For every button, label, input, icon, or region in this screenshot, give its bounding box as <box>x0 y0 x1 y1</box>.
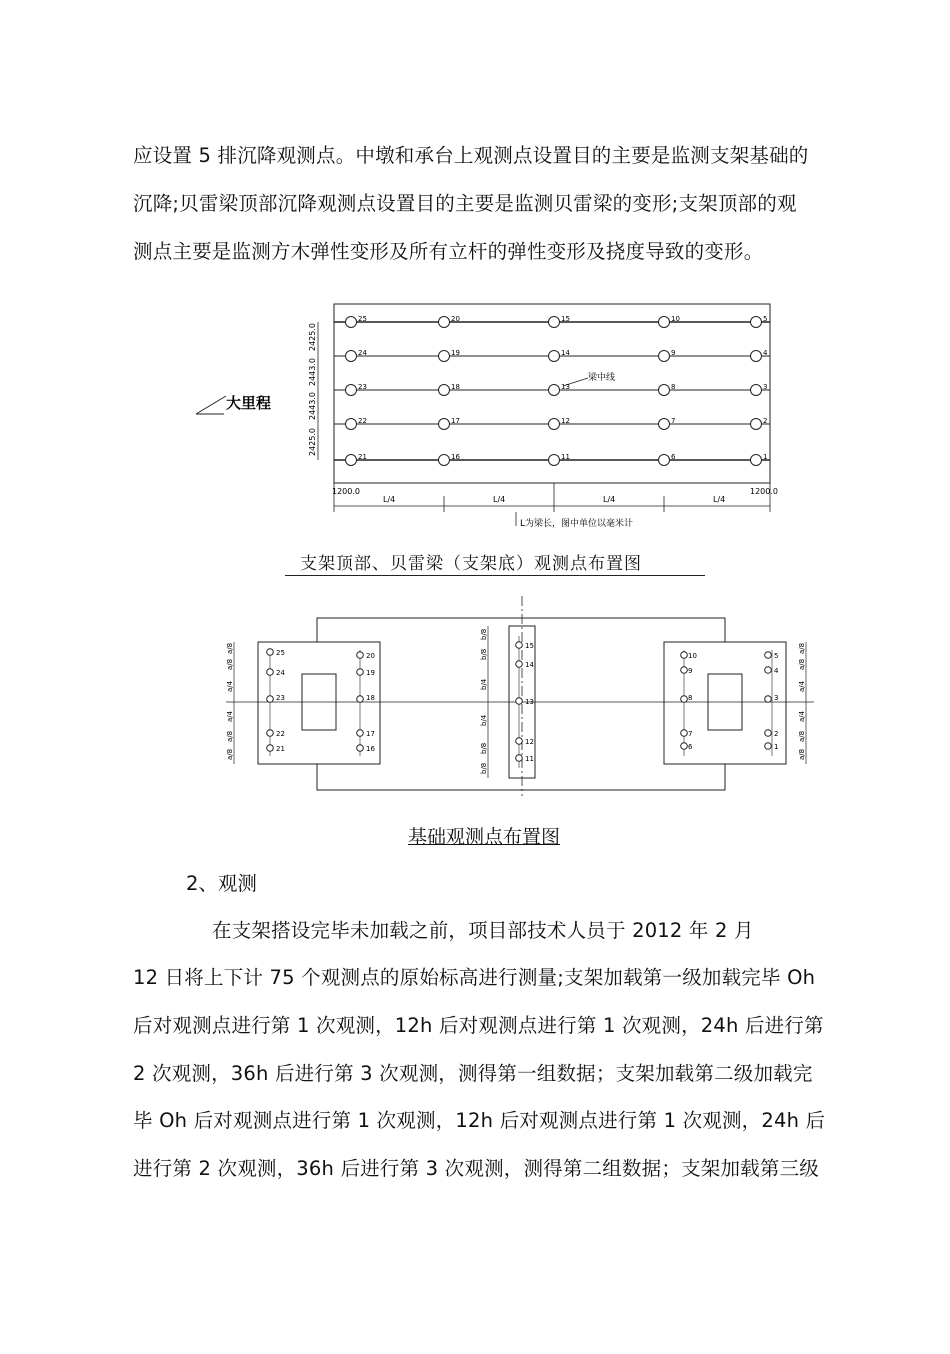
observation-point <box>346 351 357 362</box>
observation-point <box>439 317 450 328</box>
point-number: 20 <box>451 315 460 323</box>
point-number: 9 <box>688 667 693 675</box>
point-number: 7 <box>671 417 676 425</box>
point-number: 8 <box>688 694 693 702</box>
observation-point <box>659 317 670 328</box>
dim-a-right: a/8 <box>798 658 806 670</box>
observation-point <box>516 698 523 705</box>
point-number: 16 <box>366 745 375 753</box>
dim-a-right: a/4 <box>798 710 806 722</box>
figure-2-caption: 基础观测点布置图 <box>408 826 561 848</box>
point-number: 18 <box>366 694 375 702</box>
observation-point <box>357 696 364 703</box>
dim-a-right: a/8 <box>798 642 806 654</box>
observation-point <box>357 652 364 659</box>
observation-point <box>751 351 762 362</box>
point-number: 19 <box>366 669 375 677</box>
observation-point <box>346 317 357 328</box>
dim-a: a/8 <box>226 658 234 670</box>
observation-point <box>549 385 560 396</box>
observation-point <box>549 317 560 328</box>
row-spacing-1: 2425.0 <box>308 323 317 351</box>
dim-a: a/8 <box>226 730 234 742</box>
point-number: 15 <box>561 315 570 323</box>
point-number: 15 <box>525 642 534 650</box>
point-number: 1 <box>774 743 779 751</box>
body-line-1: 在支架搭设完毕未加载之前，项目部技术人员于 2012 年 2 月 <box>212 919 754 942</box>
observation-point <box>659 455 670 466</box>
observation-point <box>357 669 364 676</box>
point-number: 25 <box>276 649 285 657</box>
body-line-3: 后对观测点进行第 1 次观测，12h 后对观测点进行第 1 次观测，24h 后进行第 <box>133 1014 824 1037</box>
observation-point <box>516 642 523 649</box>
observation-point <box>439 351 450 362</box>
point-row-4 <box>346 417 768 430</box>
point-number: 2 <box>774 730 779 738</box>
point-number: 5 <box>774 652 779 660</box>
point-row-2 <box>346 349 769 362</box>
observation-point <box>516 661 523 668</box>
observation-point <box>681 696 688 703</box>
observation-point <box>516 738 523 745</box>
centerline-label: 梁中线 <box>588 373 616 383</box>
point-number: 9 <box>671 349 676 357</box>
observation-point <box>267 730 274 737</box>
direction-label: 大里程 <box>226 394 272 412</box>
observation-point <box>659 385 670 396</box>
body-line-2: 12 日将上下计 75 个观测点的原始标高进行测量;支架加载第一级加载完毕 Oh <box>133 966 816 989</box>
point-number: 21 <box>358 453 367 461</box>
dim-b: b/8 <box>480 762 488 774</box>
segment-label: L/4 <box>493 495 506 504</box>
observation-point <box>357 745 364 752</box>
point-number: 16 <box>451 453 460 461</box>
dim-b: b/8 <box>480 648 488 660</box>
dim-a-right: a/8 <box>798 730 806 742</box>
intro-line-3: 测点主要是监测方木弹性变形及所有立杆的弹性变形及挠度导致的变形。 <box>133 240 764 263</box>
dim-a-right: a/4 <box>798 680 806 692</box>
dim-b: b/4 <box>480 678 488 690</box>
point-number: 6 <box>688 743 693 751</box>
observation-point <box>439 385 450 396</box>
observation-point <box>751 419 762 430</box>
point-number: 23 <box>276 694 285 702</box>
point-number: 8 <box>671 383 676 391</box>
segment-label: L/4 <box>603 495 616 504</box>
point-number: 21 <box>276 745 285 753</box>
observation-point <box>549 419 560 430</box>
dim-b: b/4 <box>480 714 488 726</box>
observation-point <box>267 649 274 656</box>
observation-point <box>765 667 772 674</box>
end-offset-left: 1200.0 <box>332 487 360 496</box>
point-number: 10 <box>671 315 680 323</box>
dim-a: a/4 <box>226 710 234 722</box>
observation-point <box>549 351 560 362</box>
observation-point <box>751 455 762 466</box>
observation-point <box>681 652 688 659</box>
point-number: 5 <box>763 315 768 323</box>
observation-point <box>681 743 688 750</box>
point-number: 10 <box>688 652 697 660</box>
row-spacing-2: 2443.0 <box>308 358 317 386</box>
observation-point <box>659 419 670 430</box>
support-top-layout-figure <box>190 296 790 540</box>
body-line-5: 毕 Oh 后对观测点进行第 1 次观测，12h 后对观测点进行第 1 次观测，24h 后 <box>133 1109 826 1132</box>
observation-point <box>765 652 772 659</box>
observation-point <box>357 730 364 737</box>
point-number: 25 <box>358 315 367 323</box>
observation-point <box>267 696 274 703</box>
dim-a: a/8 <box>226 748 234 760</box>
observation-point <box>439 455 450 466</box>
observation-point <box>659 351 670 362</box>
dim-a-right: a/8 <box>798 748 806 760</box>
point-number: 19 <box>451 349 460 357</box>
point-number: 13 <box>561 383 570 391</box>
point-number: 23 <box>358 383 367 391</box>
row-spacing-3: 2443.0 <box>308 392 317 420</box>
observation-point <box>439 419 450 430</box>
observation-point <box>346 455 357 466</box>
point-number: 17 <box>451 417 460 425</box>
span-note: L为梁长，图中单位以毫米计 <box>520 519 634 529</box>
observation-point <box>346 385 357 396</box>
observation-point <box>346 419 357 430</box>
intro-line-1: 应设置 5 排沉降观测点。中墩和承台上观测点设置目的主要是监测支架基础的 <box>133 144 809 167</box>
observation-point <box>765 696 772 703</box>
point-number: 1 <box>763 453 768 461</box>
dim-b: b/8 <box>480 742 488 754</box>
foundation-layout-figure <box>220 596 820 798</box>
point-row-1 <box>346 315 768 328</box>
observation-point <box>516 755 523 762</box>
point-number: 22 <box>358 417 367 425</box>
point-row-5 <box>346 453 768 466</box>
point-number: 6 <box>671 453 676 461</box>
point-number: 4 <box>774 667 779 675</box>
observation-point <box>549 455 560 466</box>
point-number: 12 <box>525 738 534 746</box>
observation-point <box>765 743 772 750</box>
point-number: 14 <box>525 661 534 669</box>
intro-line-2: 沉降;贝雷梁顶部沉降观测点设置目的主要是监测贝雷梁的变形;支架顶部的观 <box>133 192 797 215</box>
point-number: 14 <box>561 349 570 357</box>
point-number: 13 <box>525 698 534 706</box>
observation-point <box>267 669 274 676</box>
end-offset-right: 1200.0 <box>750 487 778 496</box>
point-row-3 <box>346 383 768 396</box>
observation-point <box>267 745 274 752</box>
point-number: 12 <box>561 417 570 425</box>
body-line-4: 2 次观测，36h 后进行第 3 次观测，测得第一组数据；支架加载第二级加载完 <box>133 1062 813 1085</box>
point-number: 3 <box>763 383 768 391</box>
observation-point <box>681 667 688 674</box>
point-number: 11 <box>561 453 570 461</box>
segment-label: L/4 <box>383 495 396 504</box>
point-number: 24 <box>358 349 367 357</box>
figure-1-caption: 支架顶部、贝雷梁（支架底）观测点布置图 <box>300 554 642 574</box>
dim-a: a/4 <box>226 680 234 692</box>
point-number: 17 <box>366 730 375 738</box>
section-heading: 2、观测 <box>186 872 257 895</box>
point-number: 11 <box>525 755 534 763</box>
point-number: 2 <box>763 417 768 425</box>
observation-point <box>751 317 762 328</box>
point-number: 24 <box>276 669 285 677</box>
dim-a: a/8 <box>226 642 234 654</box>
observation-point <box>765 730 772 737</box>
point-number: 7 <box>688 730 693 738</box>
segment-label: L/4 <box>713 495 726 504</box>
dim-b: b/8 <box>480 628 488 640</box>
row-spacing-4: 2425.0 <box>308 428 317 456</box>
figure-1-caption-rule <box>285 575 705 576</box>
observation-point <box>751 385 762 396</box>
observation-point <box>681 730 688 737</box>
point-number: 18 <box>451 383 460 391</box>
point-number: 20 <box>366 652 375 660</box>
point-number: 22 <box>276 730 285 738</box>
body-line-6: 进行第 2 次观测，36h 后进行第 3 次观测，测得第二组数据；支架加载第三级 <box>133 1157 819 1180</box>
point-number: 4 <box>763 349 768 357</box>
point-number: 3 <box>774 694 779 702</box>
